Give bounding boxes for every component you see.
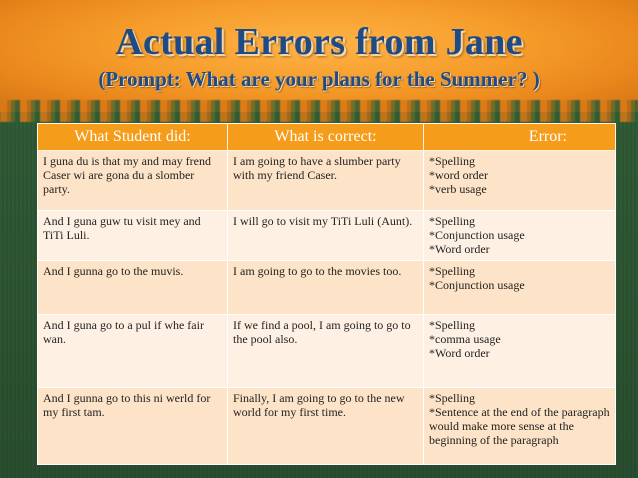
table-row <box>38 261 616 315</box>
cell-student: And I gunna go to the muvis. <box>38 261 228 315</box>
error-item: *Word order <box>429 346 490 360</box>
cell-errors <box>424 315 616 388</box>
error-item: *Spelling <box>429 318 476 332</box>
cell-student: And I guna go to a pul if whe fair wan. <box>38 315 228 388</box>
error-item: *Spelling <box>429 154 476 168</box>
error-item: *verb usage <box>429 182 487 196</box>
header-student: What Student did: <box>38 124 228 151</box>
error-item: *comma usage <box>429 332 501 346</box>
table-row <box>38 388 616 465</box>
cell-correct: If we find a pool, I am going to go to the pool also. <box>228 315 424 388</box>
cell-student: And I gunna go to this ni werld for my first tam. <box>38 388 228 465</box>
error-item: *Spelling <box>429 391 476 405</box>
error-item: *word order <box>429 168 488 182</box>
cell-errors <box>424 261 616 315</box>
error-item: *Conjunction usage <box>429 278 525 292</box>
cell-correct: Finally, I am going to go to the new world for my first time. <box>228 388 424 465</box>
errors-table <box>37 123 616 465</box>
header-error: Error: <box>424 124 616 151</box>
table-header-row <box>38 124 616 151</box>
table-row <box>38 151 616 211</box>
cell-correct: I am going to go to the movies too. <box>228 261 424 315</box>
error-item: *Sentence at the end of the paragraph would make more sense at the beginning of the paragraph <box>429 405 610 447</box>
table-row <box>38 315 616 388</box>
error-item: *Conjunction usage <box>429 228 525 242</box>
cell-errors <box>424 151 616 211</box>
cell-errors <box>424 211 616 261</box>
slide-title: Actual Errors from Jane <box>115 21 523 63</box>
cell-errors <box>424 388 616 465</box>
cell-correct: I am going to have a slumber party with my friend Caser. <box>228 151 424 211</box>
error-item: *Spelling <box>429 214 476 228</box>
table-row <box>38 211 616 261</box>
header-correct: What is correct: <box>228 124 424 151</box>
error-item: *Spelling <box>429 264 476 278</box>
cell-student: I guna du is that my and may frend Caser wi are gona du a slomber party. <box>38 151 228 211</box>
cell-correct: I will go to visit my TiTi Luli (Aunt). <box>228 211 424 261</box>
cell-student: And I guna guw tu visit mey and TiTi Luli. <box>38 211 228 261</box>
slide-subtitle: (Prompt: What are your plans for the Summer? ) <box>98 67 540 91</box>
error-item: *Word order <box>429 242 490 256</box>
